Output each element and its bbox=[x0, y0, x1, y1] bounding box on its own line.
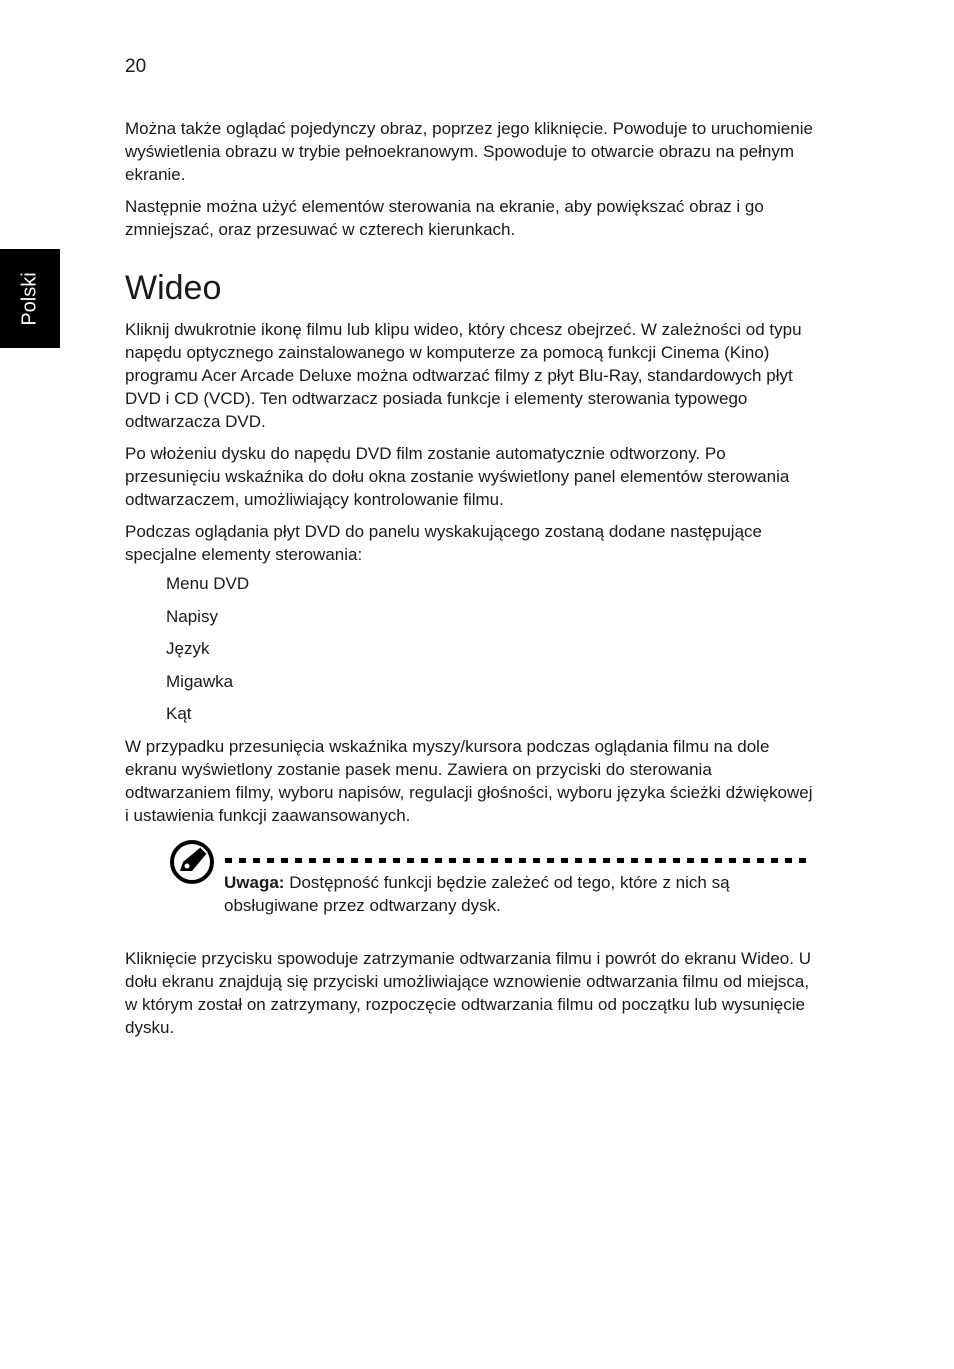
note-pen-icon bbox=[168, 838, 216, 886]
list-item: Menu DVD bbox=[166, 574, 250, 593]
list-item: Język bbox=[166, 639, 210, 658]
note-label: Uwaga: bbox=[224, 872, 285, 892]
list-item: Kąt bbox=[166, 704, 192, 723]
list-item: Migawka bbox=[166, 671, 234, 691]
language-tab bbox=[0, 249, 60, 348]
note-box bbox=[125, 836, 815, 936]
section-paragraph-2: Po włożeniu dysku do napędu DVD film zostanie automatycznie odtworzony. Po przesunięciu wskaźnika do dołu okna zostanie wyświetlony panel elementów sterowania odtwarzaczem, umożliwiający kontrolowanie filmu. bbox=[125, 444, 790, 509]
section-paragraph-3: Podczas oglądania płyt DVD do panelu wyskakującego zostaną dodane następujące specjalne elementy sterowania: bbox=[125, 522, 762, 564]
controls-list bbox=[125, 572, 815, 725]
intro-paragraph-1: Można także oglądać pojedynczy obraz, poprzez jego kliknięcie. Powoduje to uruchomienie wyświetlenia obrazu w trybie pełnoekranowym. Spowoduje to otwarcie obrazu na pełnym ekranie. bbox=[125, 119, 813, 184]
section-paragraph-5: Kliknięcie przycisku spowoduje zatrzymanie odtwarzania filmu i powrót do ekranu Wideo. U dołu ekranu znajdują się przyciski umożliwiające wznowienie odtwarzania filmu od miejsca, w którym został on zatrzymany, rozpoczęcie odtwarzania filmu od początku lub wysunięcie dysku. bbox=[125, 948, 811, 1037]
section-paragraph-4: W przypadku przesunięcia wskaźnika myszy/kursora podczas oglądania filmu na dole ekranu wyświetlony zostanie pasek menu. Zawiera on przyciski do sterowania odtwarzaniem filmy, wyboru napisów, regulacji głośności, wyboru języka ścieżki dźwiękowej i ustawienia funkcji zaawansowanych. bbox=[125, 736, 813, 825]
language-tab-label: Polski bbox=[18, 271, 41, 326]
note-body: Dostępność funkcji będzie zależeć od tego, które z nich są obsługiwane przez odtwarzany dysk. bbox=[224, 872, 730, 915]
page-number: 20 bbox=[125, 56, 147, 77]
list-item: Napisy bbox=[166, 606, 218, 626]
page-content bbox=[125, 117, 815, 1048]
intro-paragraph-2: Następnie można użyć elementów sterowania na ekranie, aby powiększać obraz i go zmniejszać, oraz przesuwać w czterech kierunkach. bbox=[125, 197, 764, 239]
note-divider bbox=[225, 858, 809, 863]
note-text bbox=[224, 871, 804, 917]
section-title: Wideo bbox=[125, 269, 222, 307]
section-paragraph-1: Kliknij dwukrotnie ikonę filmu lub klipu wideo, który chcesz obejrzeć. W zależności od typu napędu optycznego zainstalowanego w komputerze za pomocą funkcji Cinema (Kino) programu Acer Arcade Deluxe można odtwarzać filmy z płyt Blu-Ray, standardowych płyt DVD i CD (VCD). Ten odtwarzacz posiada funkcje i elementy sterowania typowego odtwarzacza DVD. bbox=[125, 320, 802, 431]
